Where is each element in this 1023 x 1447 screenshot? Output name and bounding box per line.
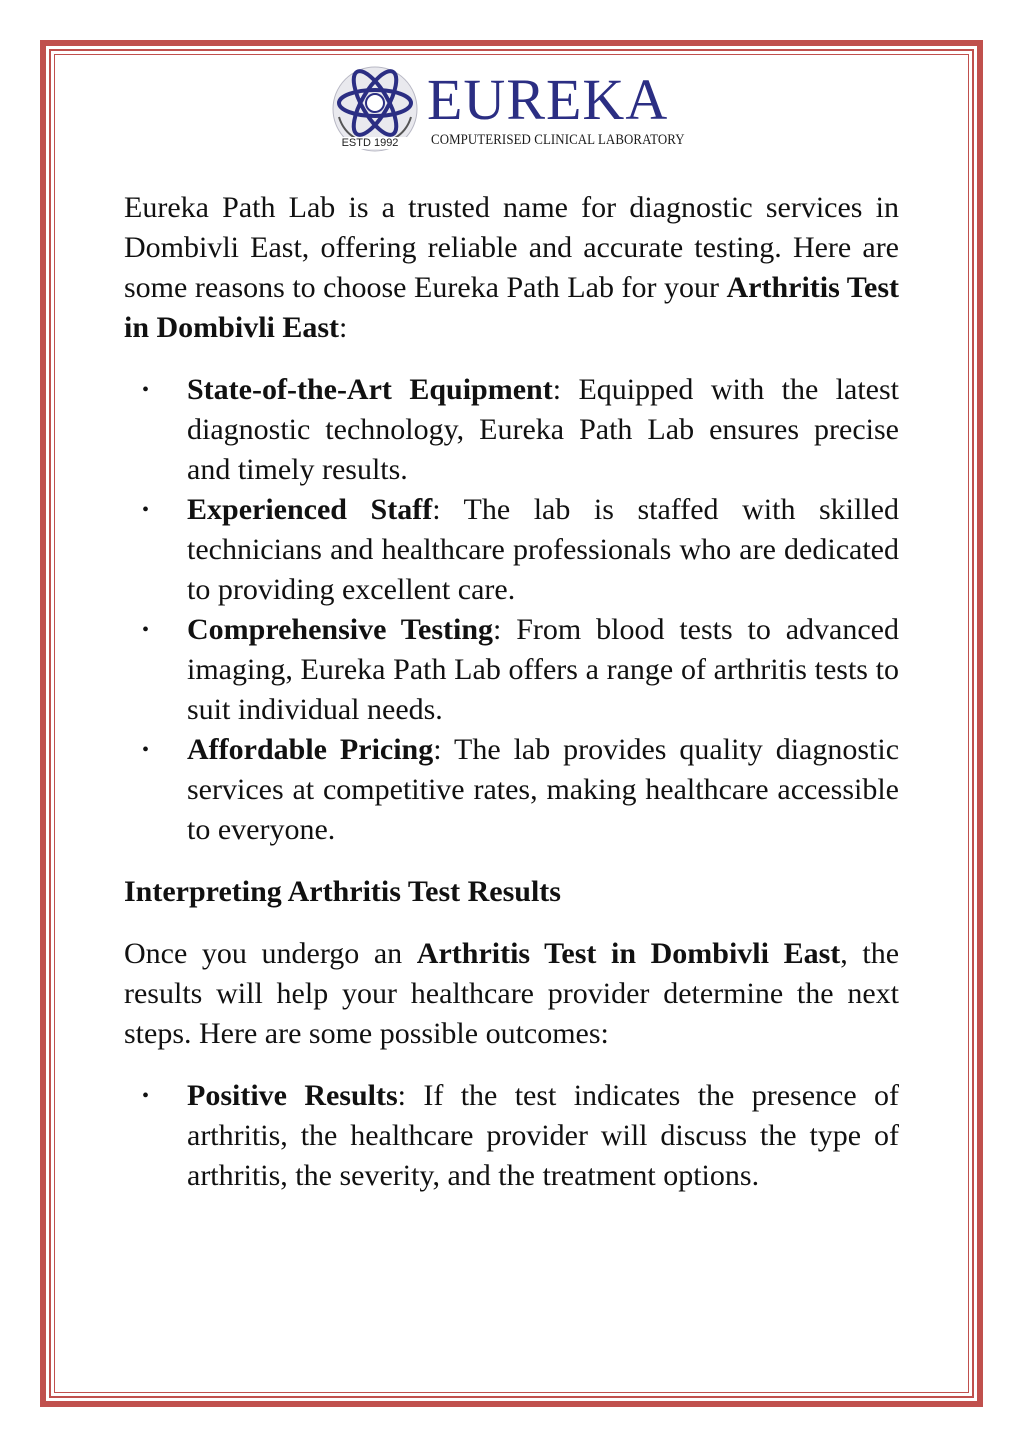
intro-paragraph xyxy=(124,188,899,348)
intro-text: Eureka Path Lab is a trusted name for diagnostic services in Dombivli East, offering reliable and accurate testing. Here are some reasons to choose Eureka Path Lab for your xyxy=(124,191,899,304)
bullet-icon: • xyxy=(142,1085,150,1107)
logo-subtitle: COMPUTERISED CLINICAL LABORATORY xyxy=(431,132,685,148)
results-intro-paragraph xyxy=(124,934,899,1054)
reasons-list xyxy=(124,370,899,850)
reason-title: State-of-the-Art Equipment xyxy=(187,373,553,406)
results-intro-keyword: Arthritis Test in Dombivli East xyxy=(416,937,841,970)
intro-keyword: Arthritis Test in Dombivli East xyxy=(124,271,899,344)
logo-name: EUREKA xyxy=(427,67,669,132)
list-item xyxy=(124,370,899,490)
reason-title: Affordable Pricing xyxy=(187,733,434,766)
reason-text: : The lab is staffed with skilled technicians and healthcare professionals who are dedicated to providing excellent care. xyxy=(187,493,899,606)
article-body xyxy=(124,188,899,1196)
reason-text: : The lab provides quality diagnostic services at competitive rates, making healthcare accessible to everyone. xyxy=(187,733,900,846)
eureka-logo xyxy=(325,65,725,160)
logo-established-year: ESTD 1992 xyxy=(333,137,407,149)
results-intro-rest: , the results will help your healthcare provider determine the next steps. Here are some possible outcomes: xyxy=(124,937,900,1050)
results-intro-text: Once you undergo an xyxy=(124,937,417,970)
outcome-text: : If the test indicates the presence of arthritis, the healthcare provider will discuss the type of arthritis, the severity, and the treatment options. xyxy=(187,1079,899,1192)
bullet-icon: • xyxy=(142,739,150,761)
bullet-icon: • xyxy=(142,499,150,521)
reason-text: : From blood tests to advanced imaging, Eureka Path Lab offers a range of arthritis tests to suit individual needs. xyxy=(187,613,899,726)
list-item xyxy=(124,490,899,610)
section-heading: Interpreting Arthritis Test Results xyxy=(124,875,561,908)
bullet-icon: • xyxy=(142,619,150,641)
reason-title: Comprehensive Testing xyxy=(187,613,494,646)
reason-text: : Equipped with the latest diagnostic technology, Eureka Path Lab ensures precise and timely results. xyxy=(187,373,899,486)
list-item xyxy=(124,610,899,730)
reason-title: Experienced Staff xyxy=(187,493,433,526)
bullet-icon: • xyxy=(142,379,150,401)
list-item xyxy=(124,730,899,850)
list-item xyxy=(124,1076,899,1196)
intro-colon: : xyxy=(339,311,348,344)
outcomes-list xyxy=(124,1076,899,1196)
outcome-title: Positive Results xyxy=(187,1079,398,1112)
